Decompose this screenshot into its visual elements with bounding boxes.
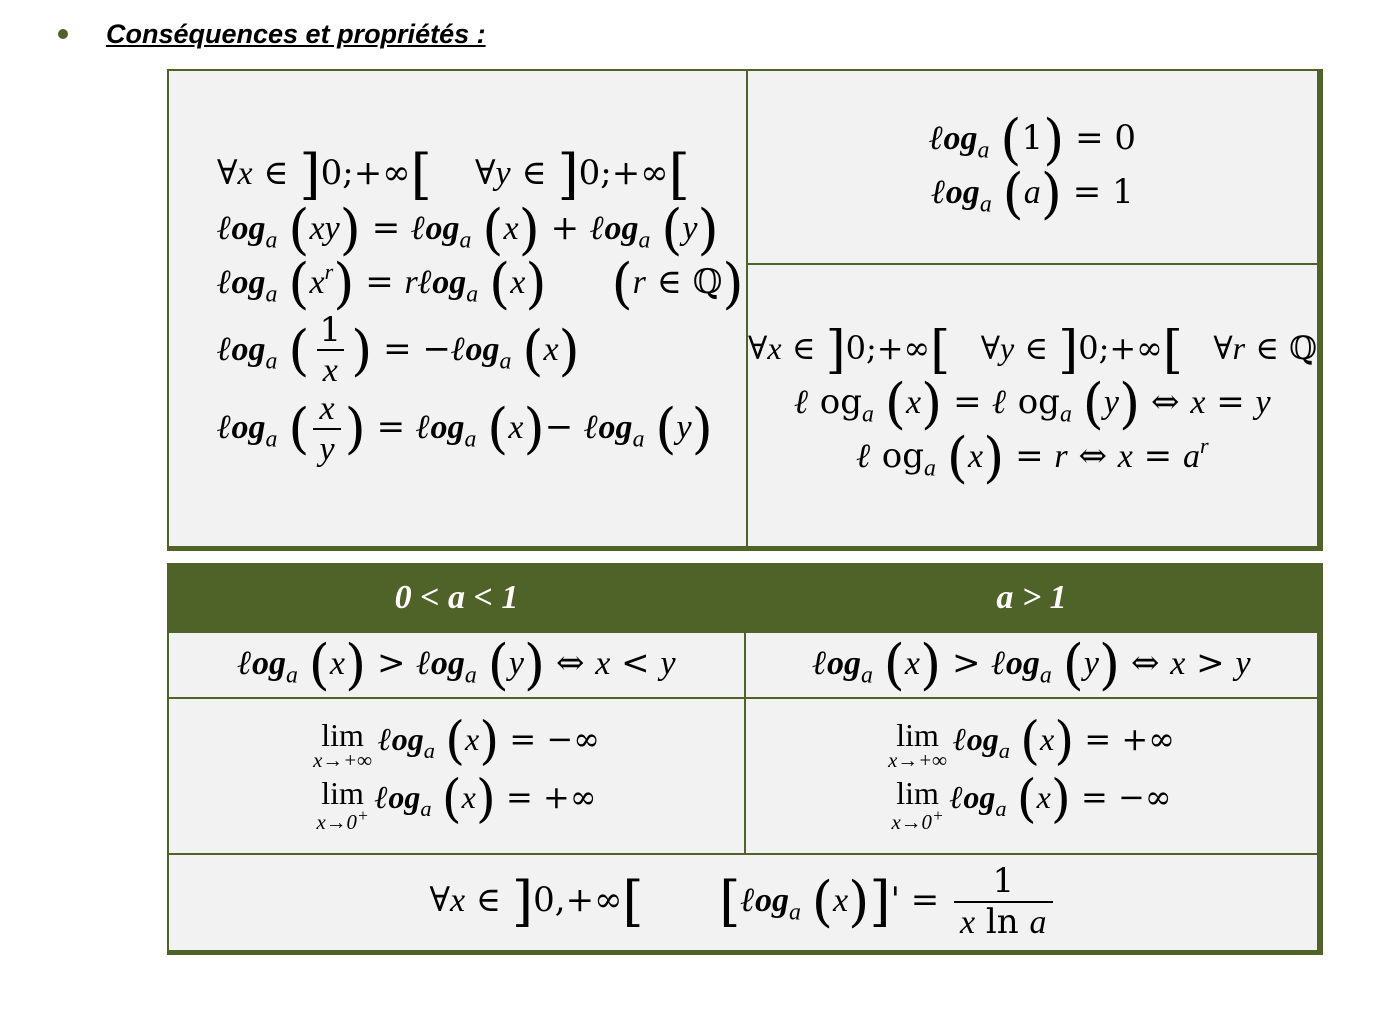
limits-cell-left [168, 698, 745, 854]
variation-table [167, 563, 1323, 955]
derivative-formula: ∀x ∈ ]0,+∞[ [ℓog$_a$ (x)]' = $\frac{1}{\text{x ln a}}$ [169, 863, 1317, 941]
heading-text: Conséquences et propriétés : [106, 18, 486, 49]
log-base: ℓog$_a$ (a) = 1 [931, 162, 1134, 225]
inverse-rule: ℓog$_a$ ( $\frac{1}{x}$ ) = −ℓog$_a$ (x) [217, 309, 580, 390]
equivalence-cell [747, 264, 1320, 549]
quantifiers-line: ∀x ∈ ]0;+∞[ ∀y ∈ ]0;+∞[ [217, 143, 690, 207]
properties-table [167, 69, 1323, 551]
order-cell-right [745, 632, 1320, 698]
left-properties-cell [168, 70, 747, 549]
equivalence-line-2: ℓ $og_a$ (x) = r ⇔ $x = a^r$ [856, 426, 1209, 490]
bullet-icon [58, 29, 68, 39]
right-quantifiers-line: ∀x ∈ ]0;+∞[ ∀y ∈ ]0;+∞[ ∀r ∈ ℚ [748, 320, 1317, 381]
header-base-above-one: a > 1 [745, 564, 1320, 632]
order-right: ℓog$_a$ (x) > ℓog$_a$ (y) ⇔ x > y [812, 632, 1251, 696]
limit-right-2: lim x→0+ ℓog$_a$ (x) = −∞ [891, 768, 1172, 834]
section-heading [58, 14, 486, 54]
limit-left-2: lim x→0+ ℓog$_a$ (x) = +∞ [316, 768, 597, 834]
equivalence-line-1: ℓ $og_a$ (x) = ℓ $og_a$ (y) ⇔ x = y [794, 371, 1271, 435]
quotient-rule: ℓog$_a$ ( $\frac{x}{y}$ ) = ℓog$_a$ (x)− ℓog$_a$ (y) [217, 390, 713, 468]
order-left: ℓog$_a$ (x) > ℓog$_a$ (y) ⇔ x < y [237, 632, 676, 696]
limits-cell-right [745, 698, 1320, 854]
limit-right-1: lim x→+∞ ℓog$_a$ (x) = +∞ [888, 711, 1175, 772]
power-rule: ℓog$_a$ $(x^r)$ = rℓog$_a$ (x) (r ∈ ℚ) [217, 252, 744, 316]
derivative-cell [168, 854, 1320, 953]
limit-left-1: lim x→+∞ ℓog$_a$ (x) = −∞ [313, 711, 600, 772]
log-one: ℓog$_a$ (1) = 0 [928, 107, 1137, 171]
order-cell-left [168, 632, 745, 698]
header-base-below-one: 0 < a < 1 [168, 564, 745, 632]
special-values-cell [747, 70, 1320, 264]
product-rule: ℓog$_a$ (xy) = ℓog$_a$ (x) + ℓog$_a$ (y) [217, 197, 719, 261]
